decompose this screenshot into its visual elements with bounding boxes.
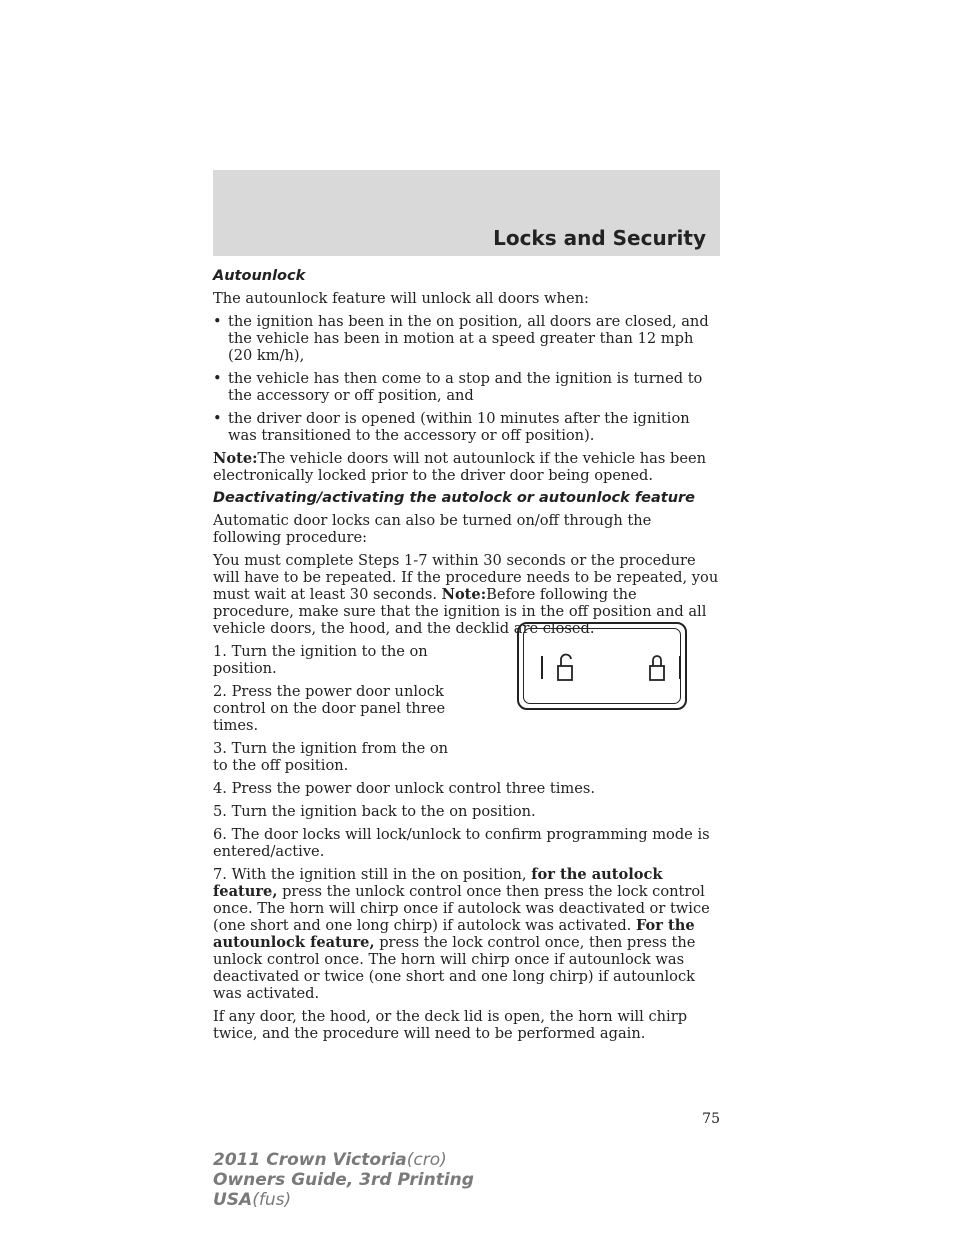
footer-line-2: Owners Guide, 3rd Printing [213, 1170, 474, 1190]
page-number: 75 [702, 1111, 720, 1127]
autolock-feature-label: for the autolock feature, [213, 866, 663, 900]
step-7-text: 7. With the ignition still in the on position, [213, 866, 527, 883]
deactivating-heading: Deactivating/activating the autolock or autounlock feature [213, 490, 696, 506]
autounlock-conditions-list [213, 313, 720, 444]
deactivating-intro: Automatic door locks can also be turned on/off through the following procedure: [213, 512, 652, 546]
footer-model: 2011 Crown Victoria [213, 1150, 407, 1170]
lock-icon [650, 656, 664, 680]
footer-region: USA [213, 1190, 253, 1210]
step-3: 3. Turn the ignition from the on to the off position. [213, 740, 449, 774]
step-7-autolock-text: press the unlock control once then press the lock control once. The horn will chirp once if autolock was deactivated or twice (one short and one long chirp) if autolock was activated. [213, 883, 710, 934]
note-text: Before following the procedure, make sure that the ignition is in the off position and all vehicle doors, the hood, and the decklid are closed. [213, 586, 707, 637]
section-header-band [213, 170, 720, 256]
footer [213, 1150, 474, 1210]
timing-text: You must complete Steps 1-7 within 30 seconds or the procedure will have to be repeated. If the procedure needs to be repeated, you must wait at least 30 seconds. [213, 552, 719, 603]
switch-panel [523, 628, 681, 704]
unlock-icon [558, 654, 572, 680]
autounlock-intro: The autounlock feature will unlock all doors when: [213, 290, 589, 307]
section-title: Locks and Security [493, 226, 706, 250]
note-text: The vehicle doors will not autounlock if the vehicle has been electronically locked prior to the driver door being opened. [213, 450, 707, 484]
step-4: 4. Press the power door unlock control three times. [213, 780, 596, 797]
list-item: • the driver door is opened (within 10 minutes after the ignition was transitioned to the accessory or off position). [213, 410, 720, 444]
step-7-autounlock-text: press the lock control once, then press the unlock control once. The horn will chirp once if autounlock was deactivated or twice (one short and one long chirp) if autounlock was activated. [213, 934, 696, 1002]
footer-model-code: (cro) [406, 1150, 447, 1170]
door-lock-switch-illustration [517, 622, 687, 710]
switch-drawing [524, 629, 684, 707]
note-label: Note: [441, 586, 487, 603]
autounlock-feature-label: For the autounlock feature, [213, 917, 695, 951]
footer-line-3 [213, 1190, 474, 1210]
list-item: • the vehicle has then come to a stop and the ignition is turned to the accessory or off position, and [213, 370, 720, 404]
step-5: 5. Turn the ignition back to the on position. [213, 803, 536, 820]
step-2: 2. Press the power door unlock control on the door panel three times. [213, 683, 446, 734]
footer-line-1 [213, 1150, 474, 1170]
step-7 [213, 866, 720, 1002]
autounlock-heading: Autounlock [213, 268, 306, 284]
step-6: 6. The door locks will lock/unlock to confirm programming mode is entered/active. [213, 826, 710, 860]
closing-paragraph: If any door, the hood, or the deck lid is open, the horn will chirp twice, and the procedure will need to be performed again. [213, 1008, 688, 1042]
list-item: • the ignition has been in the on position, all doors are closed, and the vehicle has been in motion at a speed greater than 12 mph (20 km/h), [213, 313, 720, 364]
step-1: 1. Turn the ignition to the on position. [213, 643, 428, 677]
note-label: Note: [213, 450, 258, 467]
footer-region-code: (fus) [252, 1190, 292, 1210]
autounlock-note [213, 450, 720, 484]
